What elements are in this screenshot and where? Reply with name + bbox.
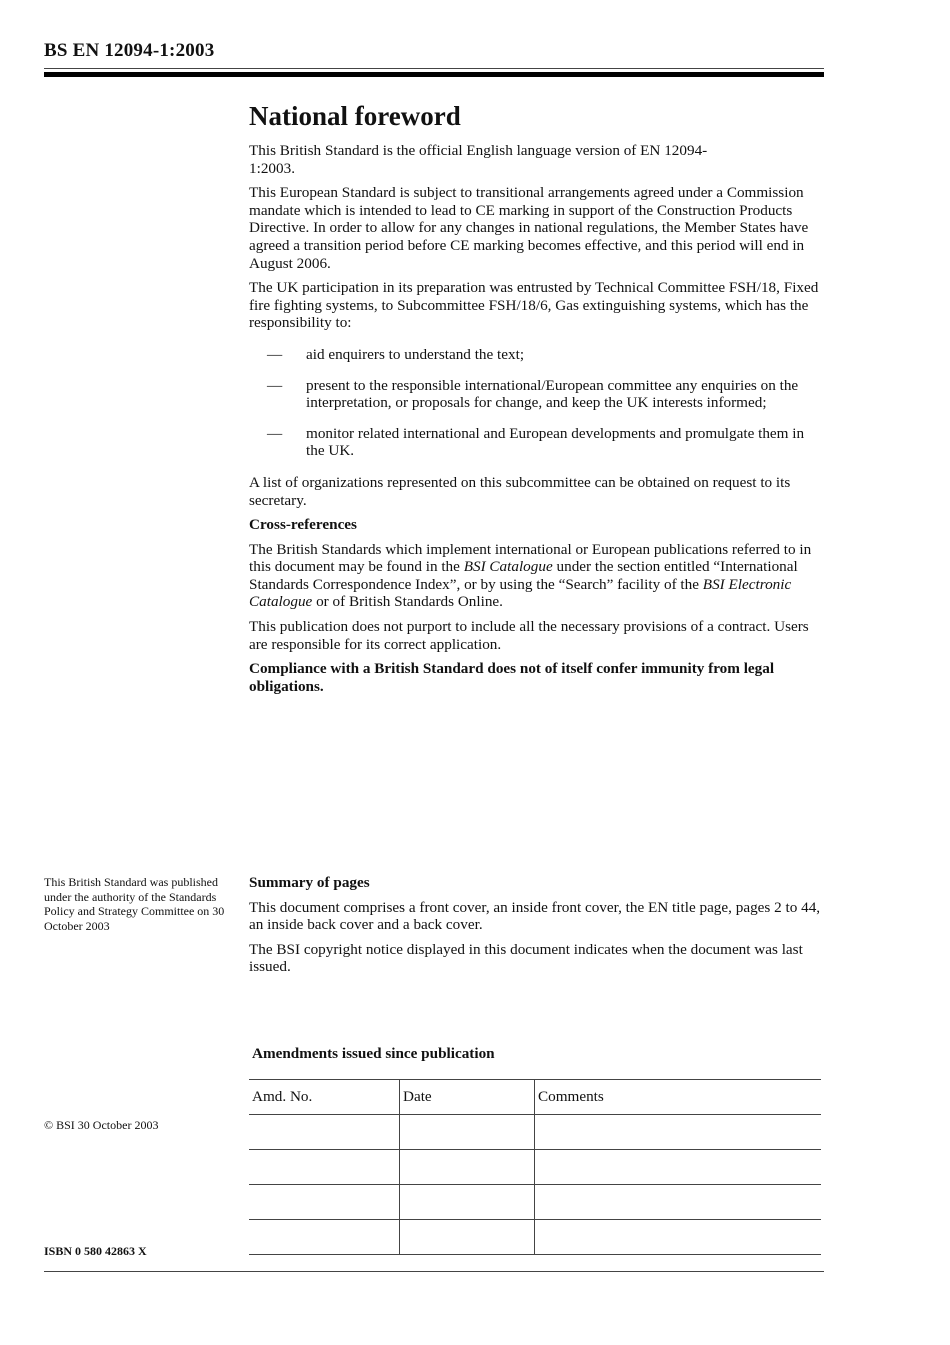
dash-marker: — xyxy=(267,345,283,363)
cross-references-paragraph xyxy=(249,541,824,611)
crossref-text-b: under the section entitled “International Standards Correspondence Index”, or by using the “Search” facility of the xyxy=(249,558,798,593)
list-item-text: monitor related international and European developments and promulgate them in the UK. xyxy=(306,424,805,460)
copyright-notice: © BSI 30 October 2003 xyxy=(44,1118,159,1132)
foreword-paragraph-4: A list of organizations represented on this subcommittee can be obtained on request to its secretary. xyxy=(249,473,791,509)
table-row xyxy=(249,1150,821,1185)
table-cell xyxy=(249,1185,400,1220)
column-header-comments: Comments xyxy=(535,1080,822,1115)
amendments-table xyxy=(249,1079,821,1255)
summary-paragraph-1: This document comprises a front cover, an inside front cover, the EN title page, pages 2 to 44, an inside back cover and a back cover. xyxy=(249,898,821,934)
list-item xyxy=(249,425,824,460)
list-item xyxy=(249,377,824,412)
bsi-electronic-catalogue-title: BSI Electronic Catalogue xyxy=(249,575,792,611)
summary-paragraph-2: The BSI copyright notice displayed in this document indicates when the document was last issued. xyxy=(249,940,803,976)
table-row xyxy=(249,1185,821,1220)
table-cell xyxy=(400,1220,535,1255)
table-cell xyxy=(535,1115,822,1150)
table-cell xyxy=(400,1150,535,1185)
table-cell xyxy=(400,1115,535,1150)
cross-references-heading: Cross-references xyxy=(249,516,357,534)
summary-heading: Summary of pages xyxy=(249,874,370,891)
crossref-text-a: The British Standards which implement international or European publications referred to in this document may be found in the xyxy=(249,540,812,576)
table-row xyxy=(249,1220,821,1255)
foreword-paragraph-2: This European Standard is subject to transitional arrangements agreed under a Commission mandate which is intended to lead to CE marking in support of the Construction Products Directive. In order to allow for any changes in national regulations, the Member States have agreed a transition period before CE marking becomes effective, and this period will end in August 2006. xyxy=(249,184,809,272)
summary-of-pages xyxy=(249,874,824,983)
footer-rule xyxy=(44,1271,824,1272)
national-foreword xyxy=(249,100,824,702)
column-header-date: Date xyxy=(400,1080,535,1115)
table-header-row xyxy=(249,1080,821,1115)
table-cell xyxy=(249,1220,400,1255)
table-cell xyxy=(535,1150,822,1185)
table-cell xyxy=(400,1185,535,1220)
amendments-title: Amendments issued since publication xyxy=(252,1045,495,1062)
list-item-text: aid enquirers to understand the text; xyxy=(306,345,525,363)
table-row xyxy=(249,1115,821,1150)
dash-marker: — xyxy=(267,376,283,394)
publication-note: This British Standard was published under the authority of the Standards Policy and Strategy Committee on 30 October 2003 xyxy=(44,875,225,933)
document-id: BS EN 12094-1:2003 xyxy=(44,40,215,61)
column-header-amd-no: Amd. No. xyxy=(249,1080,400,1115)
header-rule-thick xyxy=(44,72,824,77)
table-cell xyxy=(249,1115,400,1150)
crossref-text-c: or of British Standards Online. xyxy=(316,593,503,611)
responsibility-list xyxy=(249,346,824,460)
foreword-paragraph-5: This publication does not purport to include all the necessary provisions of a contract. Users are responsible for its correct application. xyxy=(249,618,809,653)
table-cell xyxy=(535,1185,822,1220)
compliance-statement: Compliance with a British Standard does not of itself confer immunity from legal obligations. xyxy=(249,660,775,695)
list-item-text: present to the responsible international/European committee any enquiries on the interpretation, or proposals for change, and keep the UK interests informed; xyxy=(306,376,799,412)
foreword-paragraph-1: This British Standard is the official English language version of EN 12094-1:2003. xyxy=(249,142,708,177)
list-item xyxy=(249,346,824,364)
bsi-catalogue-title: BSI Catalogue xyxy=(463,558,553,576)
dash-marker: — xyxy=(267,424,283,442)
page-title: National foreword xyxy=(249,101,461,131)
foreword-paragraph-3: The UK participation in its preparation was entrusted by Technical Committee FSH/18, Fixed fire fighting systems, to Subcommittee FSH/18/6, Gas extinguishing systems, which has the responsibility to: xyxy=(249,279,819,332)
table-cell xyxy=(535,1220,822,1255)
isbn: ISBN 0 580 42863 X xyxy=(44,1244,147,1258)
table-cell xyxy=(249,1150,400,1185)
header-rule-thin xyxy=(44,68,824,69)
